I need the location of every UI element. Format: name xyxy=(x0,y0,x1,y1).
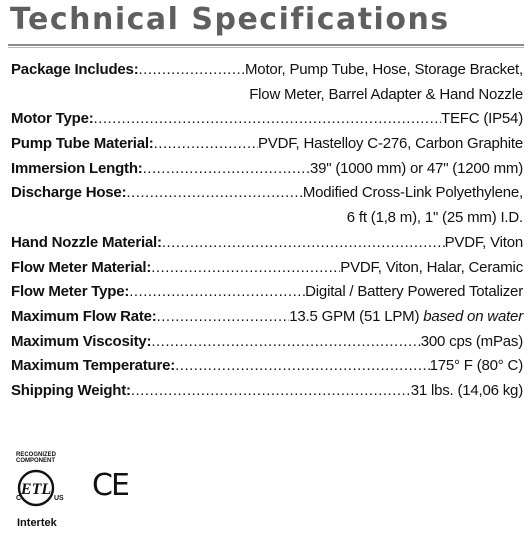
dot-leader xyxy=(126,181,302,206)
etl-mark-text: ETL xyxy=(20,481,52,498)
dot-leader xyxy=(151,330,420,355)
dot-leader xyxy=(175,354,429,379)
spec-note: based on water xyxy=(423,307,523,325)
spec-value: Motor, Pump Tube, Hose, Storage Bracket, xyxy=(245,61,523,78)
spec-row-hand-nozzle-material xyxy=(11,231,523,256)
title-divider-thin xyxy=(8,47,524,48)
dot-leader xyxy=(154,132,258,157)
dot-leader xyxy=(94,107,442,132)
dot-leader xyxy=(162,231,445,256)
etl-mark-icon xyxy=(12,464,72,514)
etl-c-text: C xyxy=(16,495,22,502)
spec-row-motor-type xyxy=(11,107,523,132)
title-divider xyxy=(8,44,524,46)
spec-row-shipping-weight xyxy=(11,379,523,404)
spec-label: Discharge Hose: xyxy=(11,184,127,202)
intertek-text: Intertek xyxy=(17,517,57,529)
spec-label: Flow Meter Type: xyxy=(11,283,130,301)
spec-row-flow-meter-material xyxy=(11,256,523,281)
spec-label: Immersion Length: xyxy=(11,159,143,177)
spec-label: Hand Nozzle Material: xyxy=(11,233,162,251)
spec-row-pump-tube-material xyxy=(11,132,523,157)
spec-row-immersion-length xyxy=(11,157,523,182)
spec-value: 13.5 GPM (51 LPM) xyxy=(289,307,420,325)
spec-value-continued: 6 ft (1,8 m), 1" (25 mm) I.D. xyxy=(346,209,523,227)
page-title: Technical Specifications xyxy=(10,2,450,37)
spec-value: Modified Cross-Link Polyethylene, xyxy=(302,184,523,202)
spec-label: Maximum Viscosity: xyxy=(11,332,152,350)
dot-leader xyxy=(157,305,290,330)
spec-label: Maximum Flow Rate: xyxy=(11,307,157,325)
spec-value: 31 lbs. (14,06 kg) xyxy=(410,381,523,399)
spec-row-package xyxy=(11,58,523,83)
spec-value-continued: Flow Meter, Barrel Adapter & Hand Nozzle xyxy=(249,85,523,103)
spec-label: Maximum Temperature: xyxy=(11,357,176,375)
dot-leader xyxy=(131,379,411,404)
spec-row-max-flow-rate xyxy=(11,305,523,330)
spec-row-max-viscosity xyxy=(11,330,523,355)
spec-value: PVDF, Hastelloy C-276, Carbon Graphite xyxy=(257,135,523,153)
spec-label: Pump Tube Material: xyxy=(11,135,154,153)
spec-row-max-temperature xyxy=(11,354,523,379)
etl-recognized-logo xyxy=(12,452,72,532)
spec-value: 300 cps (mPas) xyxy=(420,332,523,350)
spec-label: Package Includes: xyxy=(11,61,139,78)
spec-value: PVDF, Viton xyxy=(444,233,523,251)
spec-row-flow-meter-type xyxy=(11,280,523,305)
spec-label: Shipping Weight: xyxy=(11,381,131,399)
spec-value-wrap xyxy=(289,305,523,330)
spec-value: 175° F (80° C) xyxy=(429,357,523,375)
dot-leader xyxy=(129,280,305,305)
spec-value: 39" (1000 mm) or 47" (1200 mm) xyxy=(309,159,523,177)
dot-leader xyxy=(151,256,340,281)
dot-leader xyxy=(139,58,246,83)
spec-label: Motor Type: xyxy=(11,110,94,128)
etl-recognized-text: RECOGNIZED COMPONENT xyxy=(16,452,57,464)
spec-row-discharge-hose xyxy=(11,181,523,206)
dot-leader xyxy=(143,157,310,182)
spec-value: Digital / Battery Powered Totalizer xyxy=(305,283,523,301)
spec-label: Flow Meter Material: xyxy=(11,258,152,276)
ce-mark-icon: CE xyxy=(92,468,128,503)
spec-value: TEFC (IP54) xyxy=(441,110,523,128)
spec-list xyxy=(11,58,523,404)
spec-value: PVDF, Viton, Halar, Ceramic xyxy=(340,258,523,276)
etl-us-text: US xyxy=(54,495,64,502)
